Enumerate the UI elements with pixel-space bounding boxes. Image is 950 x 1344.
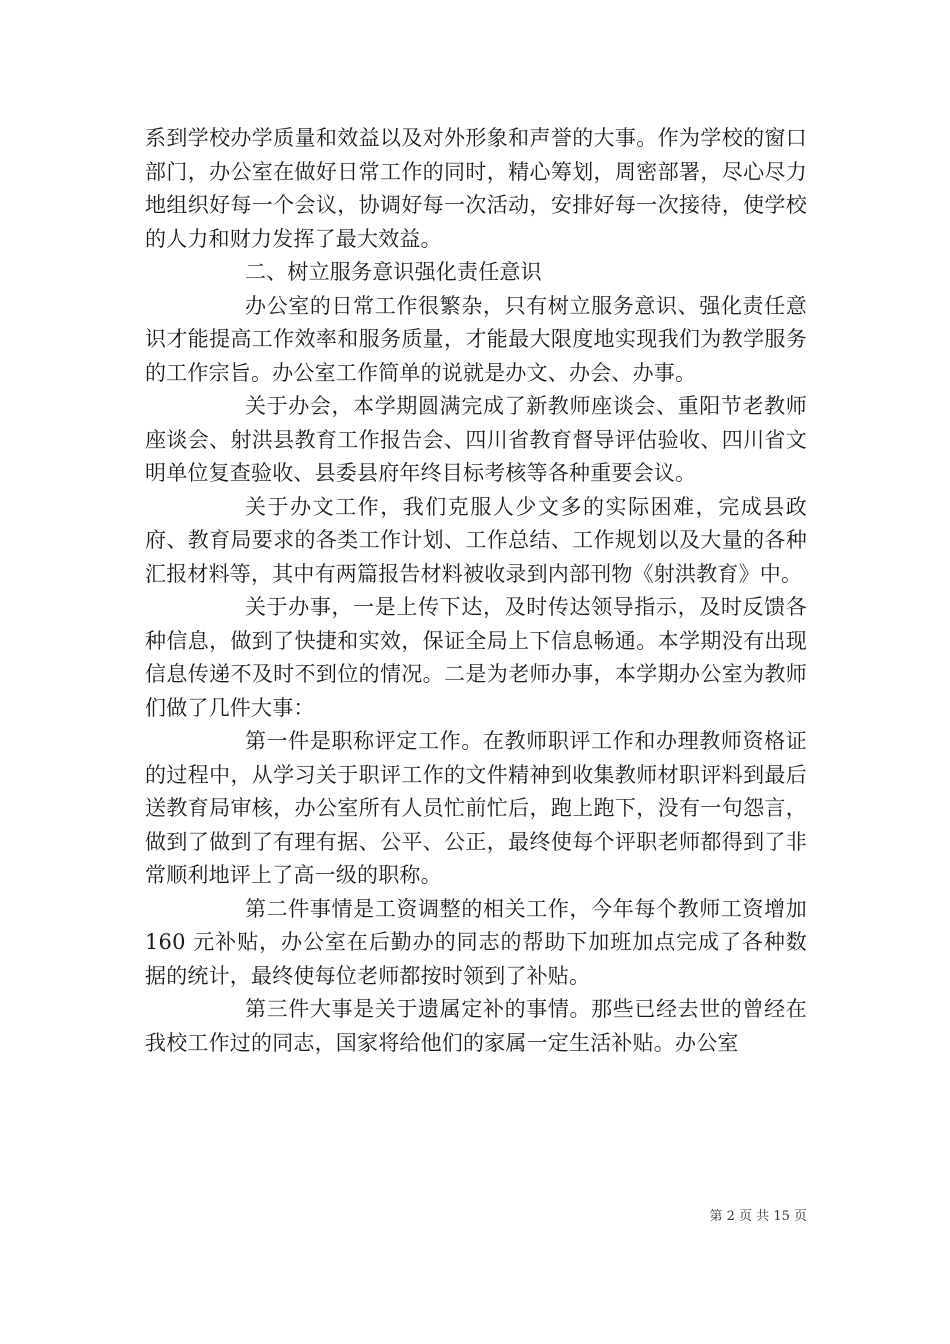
paragraph-affairs: 关于办事，一是上传下达，及时传达领导指示，及时反馈各种信息，做到了快捷和实效，保证全局上下信息畅通。本学期没有出现信息传递不及时不到位的情况。二是为老师办事，本学期办公室为教师们做了几件大事： (145, 595, 807, 720)
paragraph-service-awareness: 办公室的日常工作很繁杂，只有树立服务意识、强化责任意识才能提高工作效率和服务质量，才能最大限度地实现我们为教学服务的工作宗旨。办公室工作简单的说就是办文、办会、办事。 (145, 293, 807, 385)
section-heading: 二、树立服务意识强化责任意识 (245, 260, 542, 284)
page-number-footer: 第 2 页 共 15 页 (709, 1209, 807, 1224)
paragraph-meetings: 关于办会，本学期圆满完成了新教师座谈会、重阳节老教师座谈会、射洪县教育工作报告会、四川省教育督导评估验收、四川省文明单位复查验收、县委县府年终目标考核等各种重要会议。 (145, 394, 807, 485)
paragraph-survivor-subsidy: 第三件大事是关于遗属定补的事情。那些已经去世的曾经在我校工作过的同志，国家将给他们的家属一定生活补贴。办公室 (145, 997, 807, 1055)
document-body (145, 122, 807, 1060)
paragraph-continuation: 系到学校办学质量和效益以及对外形象和声誉的大事。作为学校的窗口部门，办公室在做好日常工作的同时，精心筹划，周密部署，尽心尽力地组织好每一个会议，协调好每一次活动，安排好每一次接待，使学校的人力和财力发挥了最大效益。 (145, 126, 807, 251)
paragraph-salary-adjustment: 第二件事情是工资调整的相关工作，今年每个教师工资增加 160 元补贴，办公室在后勤办的同志的帮助下加班加点完成了各种数据的统计，最终使每位老师都按时领到了补贴。 (145, 896, 807, 988)
paragraph-title-evaluation: 第一件是职称评定工作。在教师职评工作和办理教师资格证的过程中，从学习关于职评工作的文件精神到收集教师材职评料到最后送教育局审核，办公室所有人员忙前忙后，跑上跑下，没有一句怨言，做到了做到了有理有据、公平、公正，最终使每个评职老师都得到了非常顺利地评上了高一级的职称。 (145, 729, 807, 887)
paragraph-documents: 关于办文工作，我们克服人少文多的实际困难，完成县政府、教育局要求的各类工作计划、工作总结、工作规划以及大量的各种汇报材料等，其中有两篇报告材料被收录到内部刊物《射洪教育》中。 (145, 494, 807, 586)
